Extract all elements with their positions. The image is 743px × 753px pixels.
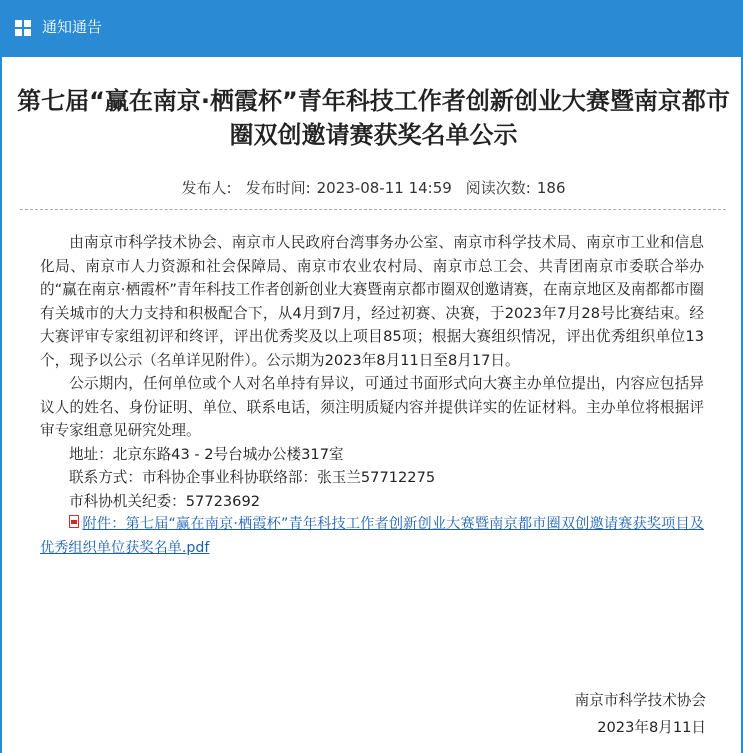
meta-divider (20, 209, 726, 210)
views-label: 阅读次数: (465, 179, 531, 197)
section-title[interactable]: 通知通告 (42, 19, 103, 36)
signature-organization: 南京市科学技术协会 (574, 692, 706, 709)
contact-liaison: 联系方式：市科协企事业科协联络部：张玉兰57712275 (69, 469, 436, 486)
views-count: 186 (536, 179, 566, 197)
publish-time-value: 2023-08-11 14:59 (316, 179, 452, 197)
publish-time-label: 发布时间: (245, 179, 311, 197)
attachment-link[interactable]: 附件：第七届“赢在南京·栖霞杯”青年科技工作者创新创业大赛暨南京都市圈双创邀请赛获奖项目及优秀组织单位获奖名单.pdf (40, 516, 704, 556)
article-title: 第七届“赢在南京·栖霞杯”青年科技工作者创新创业大赛暨南京都市圈双创邀请赛获奖名单公示 (17, 87, 730, 149)
contact-discipline: 市科协机关纪委：57723692 (69, 492, 261, 510)
article-meta (2, 177, 743, 199)
grid-icon (15, 20, 31, 36)
notice-header-bar (2, 0, 743, 57)
contact-address: 地址：北京东路43 - 2号台城办公楼317室 (69, 445, 344, 463)
attachment-row (40, 513, 704, 560)
article-body (40, 231, 704, 560)
signature-date: 2023年8月11日 (597, 719, 706, 736)
pdf-icon (68, 515, 80, 529)
publisher-label: 发布人: (181, 179, 232, 197)
paragraph-intro: 由南京市科学技术协会、南京市人民政府台湾事务办公室、南京市科学技术局、南京市工业和信息化局、南京市人力资源和社会保障局、南京市农业农村局、南京市总工会、共青团南京市委联合举办的“赢在南京·栖霞杯”青年科技工作者创新创业大赛暨南京都市圈双创邀请赛，在南京地区及南都都市圈有关城市的大力支持和积极配合下，从4月到7月，经过初赛、决赛，于2023年7月28号比赛结束。经大赛评审专家组初评和终评，评出优秀奖及以上项目85项；根据大赛组织情况，评出优秀组织单位13个，现予以公示（名单详见附件）。公示期为2023年8月11日至8月17日。 (40, 234, 704, 369)
paragraph-objection: 公示期内，任何单位或个人对名单持有异议，可通过书面形式向大赛主办单位提出，内容应包括异议人的姓名、身份证明、单位、联系电话，须注明质疑内容并提供详实的佐证材料。主办单位将根据评审专家组意见研究处理。 (40, 375, 704, 439)
